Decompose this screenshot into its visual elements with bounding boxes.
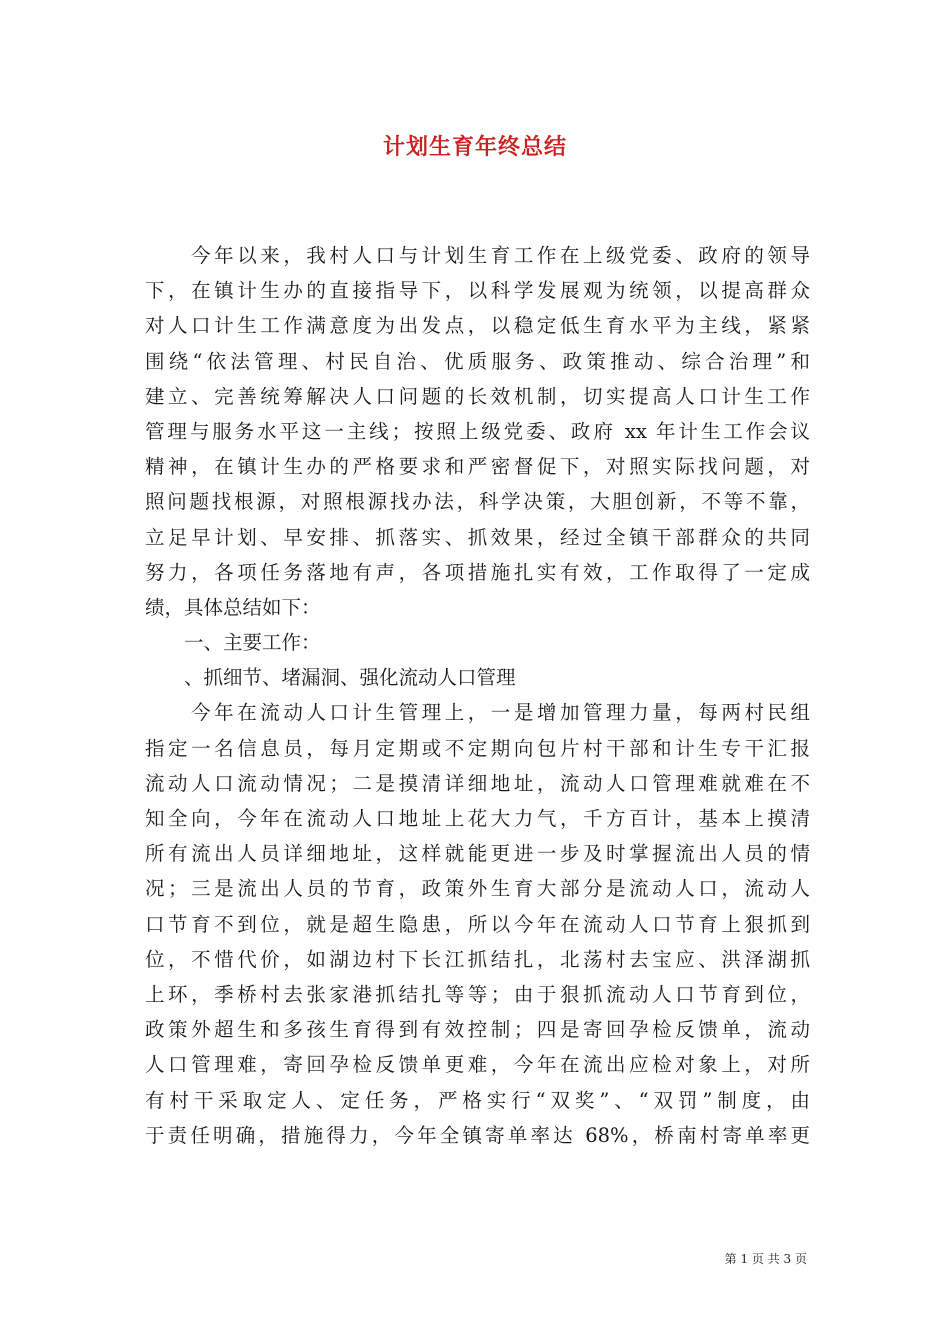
body-line: 管理与服务水平这一主线；按照上级党委、政府 xx 年计生工作会议 xyxy=(145,419,810,443)
page-number-footer: 第 1 页 共 3 页 xyxy=(724,1252,807,1266)
body-line: 今年在流动人口计生管理上，一是增加管理力量，每两村民组 xyxy=(145,701,810,725)
body-line: 照问题找根源，对照根源找办法，科学决策，大胆创新，不等不靠， xyxy=(145,490,810,514)
body-line: 于责任明确，措施得力，今年全镇寄单率达 68%，桥南村寄单率更 xyxy=(145,1123,810,1147)
body-line: 流动人口流动情况；二是摸清详细地址，流动人口管理难就难在不 xyxy=(145,771,810,795)
body-line: 况；三是流出人员的节育，政策外生育大部分是流动人口，流动人 xyxy=(145,877,810,901)
body-line: 建立、完善统筹解决人口问题的长效机制，切实提高人口计生工作 xyxy=(145,384,810,408)
body-line: 有村干采取定人、定任务，严格实行“双奖”、“双罚”制度，由 xyxy=(145,1088,810,1112)
body-line: 所有流出人员详细地址，这样就能更进一步及时掌握流出人员的情 xyxy=(145,842,810,866)
body-line: 上环，季桥村去张家港抓结扎等等；由于狠抓流动人口节育到位， xyxy=(145,982,810,1006)
body-line: 立足早计划、早安排、抓落实、抓效果，经过全镇干部群众的共同 xyxy=(145,525,810,549)
body-line: 围绕“依法管理、村民自治、优质服务、政策推动、综合治理”和 xyxy=(145,349,810,373)
body-line: 对人口计生工作满意度为出发点，以稳定低生育水平为主线，紧紧 xyxy=(145,314,810,338)
body-line: 下，在镇计生办的直接指导下，以科学发展观为统领，以提高群众 xyxy=(145,279,810,303)
subsection-heading: 、抓细节、堵漏洞、强化流动人口管理 xyxy=(145,666,516,690)
body-line: 知全向，今年在流动人口地址上花大力气，千方百计，基本上摸清 xyxy=(145,807,810,830)
body-line: 政策外超生和多孩生育得到有效控制；四是寄回孕检反馈单，流动 xyxy=(145,1018,810,1042)
section-heading: 一、主要工作： xyxy=(145,631,321,655)
body-line: 今年以来，我村人口与计划生育工作在上级党委、政府的领导 xyxy=(145,244,810,267)
document-title: 计划生育年终总结 xyxy=(382,134,567,160)
document-body xyxy=(145,238,810,1153)
body-line: 努力，各项任务落地有声，各项措施扎实有效，工作取得了一定成 xyxy=(145,560,810,584)
body-line: 指定一名信息员，每月定期或不定期向包片村干部和计生专干汇报 xyxy=(145,736,810,760)
body-line: 人口管理难，寄回孕检反馈单更难，今年在流出应检对象上，对所 xyxy=(145,1053,810,1077)
body-line: 精神，在镇计生办的严格要求和严密督促下，对照实际找问题，对 xyxy=(145,455,810,479)
body-line: 绩，具体总结如下： xyxy=(145,595,321,619)
body-line: 口节育不到位，就是超生隐患，所以今年在流动人口节育上狠抓到 xyxy=(145,912,810,936)
body-line: 位，不惜代价，如湖边村下长江抓结扎，北荡村去宝应、洪泽湖抓 xyxy=(145,947,810,971)
